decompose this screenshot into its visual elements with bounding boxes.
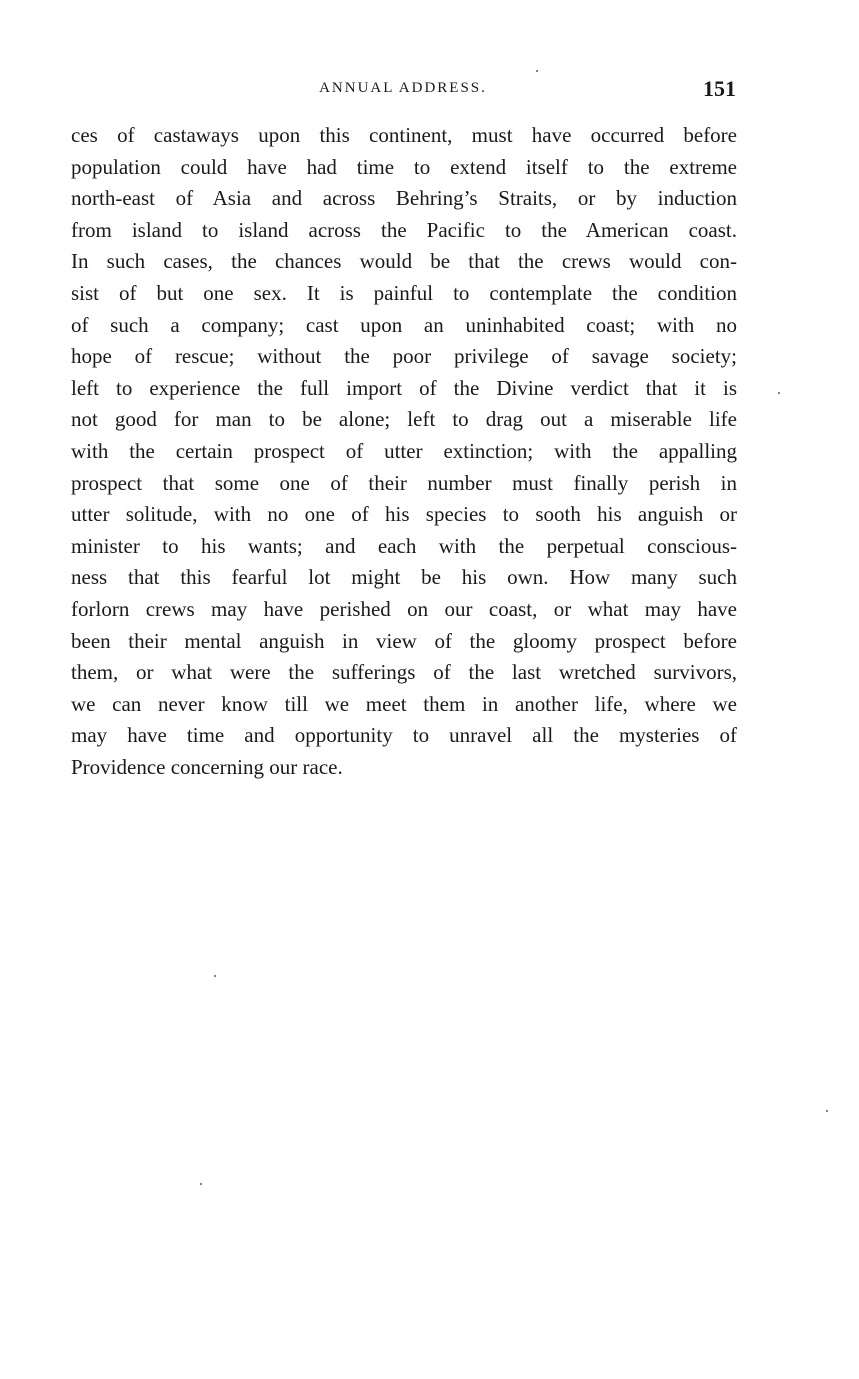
text-line: In such cases, the chances would be that the crews would con-	[71, 249, 737, 274]
text-line: north-east of Asia and across Behring’s Straits, or by induction	[71, 186, 737, 211]
text-line: with the certain prospect of utter extinction; with the appalling	[71, 438, 737, 463]
scan-speck	[778, 392, 780, 394]
text-line: of such a company; cast upon an uninhabited coast; with no	[71, 312, 737, 337]
text-line: from island to island across the Pacific to the American coast.	[71, 217, 737, 242]
text-line: left to experience the full import of the Divine verdict that it is	[71, 375, 737, 400]
text-line: minister to his wants; and each with the perpetual conscious-	[71, 533, 737, 558]
scan-speck	[200, 1183, 202, 1185]
text-line: not good for man to be alone; left to drag out a miserable life	[71, 407, 737, 432]
text-line: Providence concerning our race.	[71, 754, 343, 779]
body-paragraph	[71, 120, 737, 783]
text-line: utter solitude, with no one of his species to sooth his anguish or	[71, 502, 737, 527]
scan-speck	[536, 70, 538, 72]
text-line: we can never know till we meet them in another life, where we	[71, 691, 737, 716]
text-line: population could have had time to extend itself to the extreme	[71, 154, 737, 179]
running-head	[70, 76, 736, 102]
text-line: sist of but one sex. It is painful to contemplate the condition	[71, 280, 737, 305]
text-line: them, or what were the sufferings of the last wretched survivors,	[71, 660, 737, 685]
text-line: been their mental anguish in view of the gloomy prospect before	[71, 628, 737, 653]
page-number: 151	[703, 76, 736, 101]
text-line: ness that this fearful lot might be his own. How many such	[71, 565, 737, 590]
text-line: ces of castaways upon this continent, must have occurred before	[71, 123, 737, 147]
text-line: prospect that some one of their number must finally perish in	[71, 470, 737, 495]
text-line: forlorn crews may have perished on our coast, or what may have	[71, 596, 737, 621]
scan-speck	[214, 975, 216, 977]
text-line: may have time and opportunity to unravel all the mysteries of	[71, 723, 737, 748]
scan-speck	[826, 1110, 828, 1112]
text-line: hope of rescue; without the poor privilege of savage society;	[71, 344, 737, 369]
running-title: ANNUAL ADDRESS.	[319, 80, 487, 96]
